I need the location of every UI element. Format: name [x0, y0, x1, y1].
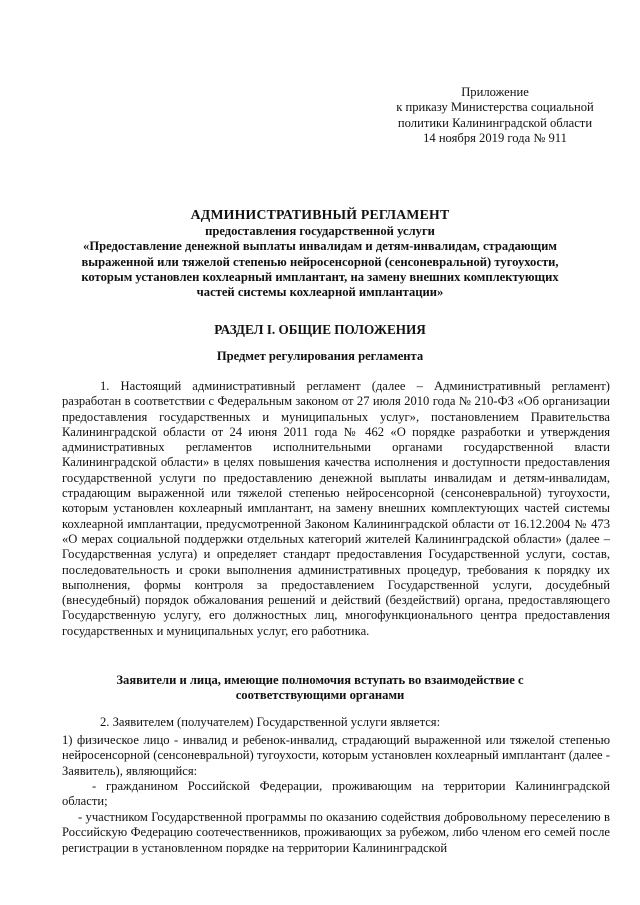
- subtitle-line-3: выраженной или тяжелой степенью нейросенсорной (сенсоневральной) тугоухости,: [81, 254, 559, 269]
- annex-order-line: к приказу Министерства социальной: [396, 100, 594, 115]
- paragraph-2: 2. Заявителем (получателем) Государственной услуги является:: [100, 715, 441, 729]
- applicants-heading: [62, 673, 578, 704]
- subject-heading: Предмет регулирования регламента: [216, 349, 424, 363]
- applicants-heading-line-2: соответствующими органами: [235, 688, 405, 703]
- subtitle-line-4: которым установлен кохлеарный имплантант, на замену внешних комплектующих: [81, 269, 559, 284]
- subtitle-line-1: предоставления государственной услуги: [205, 224, 435, 238]
- document-subtitle: [62, 224, 578, 300]
- subtitle-line-2: «Предоставление денежной выплаты инвалидам и детям-инвалидам, страдающим: [83, 239, 557, 254]
- annex-date-line: 14 ноября 2019 года № 911: [423, 131, 567, 146]
- annex-block: [350, 85, 640, 147]
- document-title: АДМИНИСТРАТИВНЫЙ РЕГЛАМЕНТ: [190, 207, 450, 222]
- applicants-heading-line-1: Заявители и лица, имеющие полномочия вступать во взаимодействие с: [116, 673, 524, 687]
- paragraph-5: - участником Государственной программы по оказанию содействия добровольному переселению в Российскую Федерацию соотечественников, проживающих за рубежом, либо членом его семей после регистрации в установленном порядке на территории Калининградской: [62, 810, 610, 855]
- paragraph-4: - гражданином Российской Федерации, проживающим на территории Калининградской области;: [62, 779, 610, 809]
- section-heading: РАЗДЕЛ I. ОБЩИЕ ПОЛОЖЕНИЯ: [214, 322, 426, 337]
- paragraph-1: 1. Настоящий административный регламент (далее – Административный регламент) разработан в соответствии с Федеральным законом от 27 июля 2010 года № 210-ФЗ «Об организации предоставления государственных и муниципальных услуг», постановлением Правительства Калининградской области от 24 июня 2011 года № 462 «О порядке разработки и утверждения административных регламентов исполнительными органами государственной власти Калининградской области» в целях повышения качества исполнения и доступности предоставления государственной услуги по предоставлению денежной выплаты инвалидам и детям-инвалидам, страдающим выраженной или тяжелой степенью нейросенсорной (сенсоневральной) тугоухости, которым установлен кохлеарный имплантант, на замену внешних комплектующих частей системы кохлеарной имплантации, предусмотренной Законом Калининградской области от 16.12.2004 № 473 «О мерах социальной поддержки отдельных категорий жителей Калининградской области» (далее – Государственная услуга) и определяет стандарт предоставления Государственной услуги, состав, последовательность и сроки выполнения административных процедур, требования к порядку их выполнения, формы контроля за предоставлением Государственной услуги, досудебный (внесудебный) порядок обжалования решений и действий (бездействий) органа, предоставляющего Государственную услугу, его должностных лиц, многофункционального центра предоставления государственных и муниципальных услуг, его работника.: [62, 379, 610, 638]
- paragraph-3: 1) физическое лицо - инвалид и ребенок-инвалид, страдающий выраженной или тяжелой степенью нейросенсорной (сенсоневральной) тугоухости, которым установлен кохлеарный имплантант (далее - Заявитель), являющийся:: [62, 733, 610, 778]
- subtitle-line-5: частей системы кохлеарной имплантации»: [196, 285, 444, 300]
- annex-ministry-line: политики Калининградской области: [397, 115, 593, 130]
- annex-label: Приложение: [461, 85, 529, 99]
